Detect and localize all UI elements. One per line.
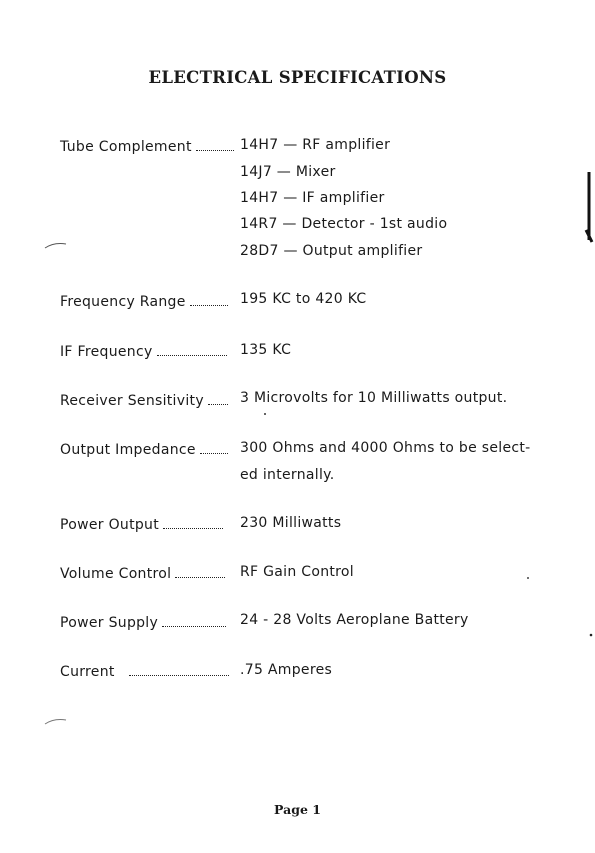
ink-speck xyxy=(588,632,594,638)
spec-row-receiver-sensitivity xyxy=(60,391,228,411)
scan-mark-left-upper xyxy=(44,240,68,250)
spec-label-current: Current xyxy=(60,664,115,680)
spec-row-if-frequency xyxy=(60,342,227,362)
spec-value-receiver-sensitivity: 3 Microvolts for 10 Milliwatts output. xyxy=(240,390,508,406)
spec-value-frequency-range: 195 KC to 420 KC xyxy=(240,291,367,307)
spec-label-volume-control: Volume Control xyxy=(60,566,172,582)
tube-line-1: 14H7 — RF amplifier xyxy=(240,137,391,153)
ink-speck xyxy=(262,411,268,417)
spec-value-power-output: 230 Milliwatts xyxy=(240,515,342,531)
spec-value-current: .75 Amperes xyxy=(240,662,333,678)
spec-label-output-impedance: Output Impedance xyxy=(60,442,196,458)
dot-leader xyxy=(162,625,226,627)
dot-leader xyxy=(129,674,229,676)
spec-label-frequency-range: Frequency Range xyxy=(60,294,186,310)
dot-leader xyxy=(190,304,228,306)
dot-leader xyxy=(163,527,223,529)
tube-line-4: 14R7 — Detector - 1st audio xyxy=(240,216,448,232)
impedance-line-2: ed internally. xyxy=(240,467,335,483)
tube-line-5: 28D7 — Output amplifier xyxy=(240,243,423,259)
spec-value-volume-control: RF Gain Control xyxy=(240,564,354,580)
scan-mark-left-lower xyxy=(44,716,68,726)
page-number: Page 1 xyxy=(274,802,321,817)
page-title: ELECTRICAL SPECIFICATIONS xyxy=(148,68,447,87)
tube-line-2: 14J7 — Mixer xyxy=(240,164,336,180)
dot-leader xyxy=(157,354,227,356)
spec-row-volume-control xyxy=(60,564,225,584)
ink-speck xyxy=(525,575,531,581)
dot-leader xyxy=(175,576,225,578)
binding-mark-right xyxy=(580,170,595,246)
spec-label-if-frequency: IF Frequency xyxy=(60,344,153,360)
spec-label-tube-complement: Tube Complement xyxy=(60,139,192,155)
spec-value-if-frequency: 135 KC xyxy=(240,342,292,358)
dot-leader xyxy=(196,149,234,151)
spec-row-current xyxy=(60,662,229,682)
dot-leader xyxy=(200,452,228,454)
spec-row-frequency-range xyxy=(60,292,228,312)
spec-row-power-supply xyxy=(60,613,226,633)
spec-label-power-supply: Power Supply xyxy=(60,615,159,631)
impedance-line-1: 300 Ohms and 4000 Ohms to be select- xyxy=(240,440,531,456)
spec-label-power-output: Power Output xyxy=(60,517,160,533)
tube-line-3: 14H7 — IF amplifier xyxy=(240,190,385,206)
spec-value-power-supply: 24 - 28 Volts Aeroplane Battery xyxy=(240,612,469,628)
dot-leader xyxy=(208,403,228,405)
spec-label-receiver-sensitivity: Receiver Sensitivity xyxy=(60,393,204,409)
spec-row-tube-complement xyxy=(60,137,234,157)
spec-row-output-impedance xyxy=(60,440,228,460)
spec-row-power-output xyxy=(60,515,223,535)
